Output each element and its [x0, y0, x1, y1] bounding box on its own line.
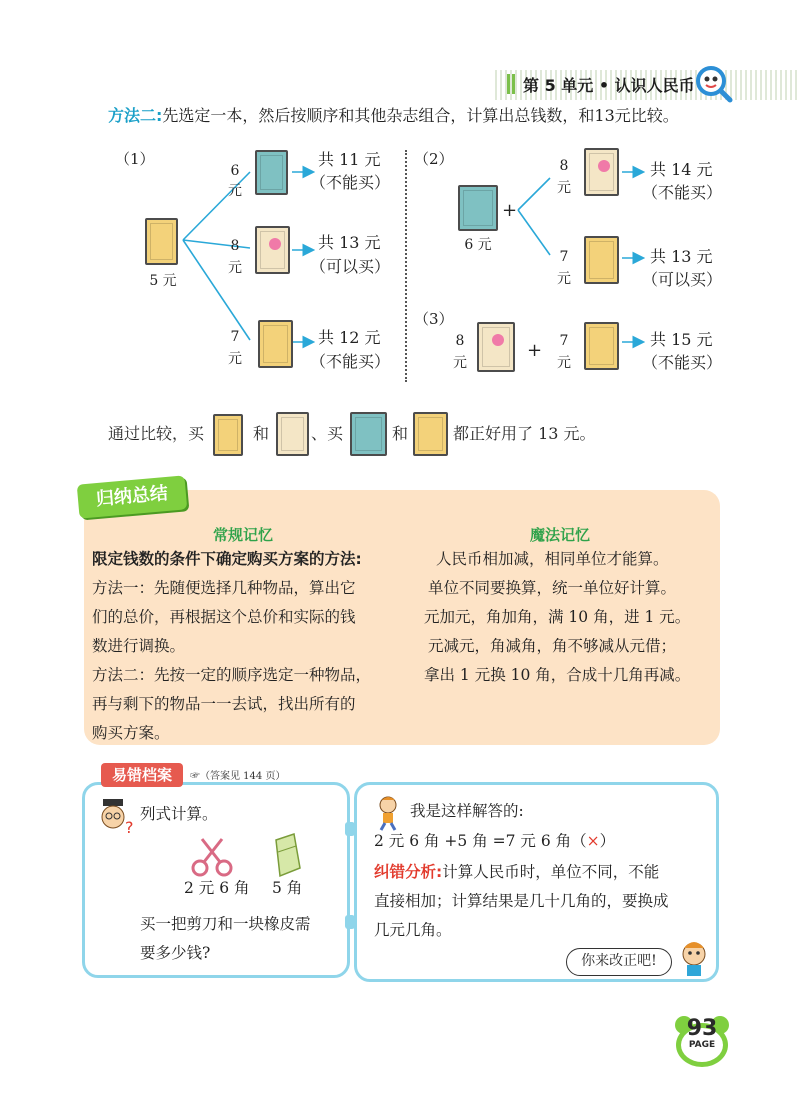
- analysis-line: 直接相加；计算结果是几十几角的，要换成: [374, 892, 669, 910]
- branch-3-price-unit: 元: [228, 351, 242, 367]
- book-youxi-3: [584, 322, 619, 370]
- method-two-text: 先选定一本，然后按顺序和其他杂志组合，计算出总钱数，和13元比较。: [162, 106, 679, 125]
- book-manhua: [255, 150, 288, 195]
- analysis-label: 纠错分析:: [374, 863, 443, 881]
- scissors-icon: [188, 836, 238, 878]
- summary-left-line: 数进行调换。: [92, 637, 186, 655]
- book-kexue-3: [477, 322, 515, 372]
- part-3-a-num: 8: [455, 333, 465, 349]
- summary-left-line: 方法二：先按一定的顺序选定一种物品，: [92, 666, 372, 684]
- summary-right-line: 拿出 1 元换 10 角，合成十几角再减。: [424, 666, 691, 684]
- analysis-block: [374, 858, 714, 945]
- part-2-index: （2）: [414, 150, 454, 168]
- comparison-prefix: 通过比较，买: [108, 424, 205, 443]
- fix-it-bubble: 你来改正吧!: [566, 948, 672, 976]
- mascot-icon: [676, 938, 712, 978]
- part-2-plus: +: [502, 200, 518, 221]
- magic-memory-title: 魔法记忆: [530, 526, 591, 544]
- book-youxi: [258, 320, 293, 368]
- svg-text:?: ?: [125, 818, 134, 837]
- summary-left-line: 购买方案。: [92, 724, 170, 742]
- branch-1-price-unit: 元: [228, 183, 242, 199]
- comparison-mid: 、买: [311, 424, 344, 443]
- eraser-icon: [268, 832, 304, 878]
- part-3-b-num: 7: [559, 333, 569, 349]
- answer-intro: 我是这样解答的:: [410, 802, 524, 820]
- part-2-branch-1-result: （不能买）: [642, 183, 723, 202]
- question-text: [140, 910, 345, 968]
- branch-2-result: （可以买）: [310, 257, 391, 276]
- part-2-branch-2-unit: 元: [557, 271, 571, 287]
- part-2-branch-2-result: （可以买）: [642, 270, 723, 289]
- part-2-branch-1-total: 共 14 元: [650, 160, 713, 179]
- balloon-icon: [596, 158, 612, 174]
- regular-memory-text: [92, 545, 414, 748]
- cmp-book-youxi: [413, 412, 448, 456]
- summary-right-line: 单位不同要换算，统一单位好计算。: [428, 579, 677, 597]
- branch-3-result: （不能买）: [310, 352, 391, 371]
- error-answer-reference: ☞（答案见 144 页）: [190, 771, 286, 782]
- part-2-branch-1-unit: 元: [557, 180, 571, 196]
- confused-student-icon: [97, 797, 137, 837]
- branch-3-total: 共 12 元: [318, 328, 381, 347]
- part-2-branch-1-num: 8: [559, 158, 569, 174]
- summary-tag: 归纳总结: [77, 475, 188, 518]
- page-number: 93: [686, 1016, 718, 1041]
- branch-1-result: （不能买）: [310, 173, 391, 192]
- book-kexue-2: [584, 148, 619, 196]
- question-title: 列式计算。: [140, 805, 218, 823]
- analysis-line: 几元几角。: [374, 921, 452, 939]
- comparison-and-2: 和: [392, 424, 409, 443]
- summary-right-line: 人民币相加减，相同单位才能算。: [436, 550, 669, 568]
- card-link-top: [345, 822, 355, 836]
- part-2-branch-2-num: 7: [559, 249, 569, 265]
- wrong-mark-icon: ×: [586, 832, 600, 850]
- part-3-index: （3）: [414, 310, 454, 328]
- answer-close: ）: [599, 832, 616, 850]
- answer-line: [374, 827, 615, 856]
- branch-3-price-num: 7: [230, 329, 240, 345]
- part-1-base-price: 5 元: [149, 273, 177, 289]
- branch-1-total: 共 11 元: [318, 150, 381, 169]
- summary-left-line: 方法一：先随便选择几种物品，算出它: [92, 579, 356, 597]
- method-two-label: 方法二:: [108, 106, 163, 125]
- cmp-book-xiaoxuesheng: [213, 414, 243, 456]
- question-line: 买一把剪刀和一块橡皮需: [140, 915, 311, 933]
- part-3-result: （不能买）: [642, 353, 723, 372]
- part-1-index: （1）: [115, 150, 155, 168]
- book-xiaoxuesheng: [145, 218, 178, 265]
- book-manhua-2: [458, 185, 498, 231]
- part-2-base-price: 6 元: [464, 237, 492, 253]
- section-divider: [405, 150, 407, 382]
- card-link-bottom: [345, 915, 355, 929]
- cmp-book-manhua: [350, 412, 387, 456]
- summary-right-line: 元减元，角减角，角不够减从元借；: [428, 637, 677, 655]
- branch-2-total: 共 13 元: [318, 233, 381, 252]
- answer-formula: 2 元 6 角 +5 角 =7 元 6 角（: [374, 832, 587, 850]
- branch-2-price-num: 8: [230, 238, 240, 254]
- question-line: 要多少钱?: [140, 944, 211, 962]
- summary-left-heading: 限定钱数的条件下确定购买方案的方法:: [92, 550, 362, 568]
- book-kexue: [255, 226, 290, 274]
- error-archive-tag: 易错档案: [101, 763, 183, 787]
- balloon-icon: [267, 236, 283, 252]
- summary-right-line: 元加元，角加角，满 10 角，进 1 元。: [424, 608, 691, 626]
- comparison-suffix: 都正好用了 13 元。: [453, 424, 596, 443]
- part-3-plus: +: [527, 340, 543, 361]
- cmp-book-kexue: [276, 412, 309, 456]
- summary-left-line: 们的总价，再根据这个总价和实际的钱: [92, 608, 356, 626]
- scissors-price: 2 元 6 角: [184, 879, 250, 897]
- running-boy-icon: [373, 795, 403, 831]
- eraser-price: 5 角: [272, 879, 303, 897]
- comparison-and-1: 和: [253, 424, 270, 443]
- part-2-branch-2-total: 共 13 元: [650, 247, 713, 266]
- part-3-total: 共 15 元: [650, 330, 713, 349]
- branch-2-price-unit: 元: [228, 260, 242, 276]
- part-3-b-unit: 元: [557, 355, 571, 371]
- book-youxi-2: [584, 236, 619, 284]
- magic-memory-text: [424, 545, 719, 690]
- analysis-line: 计算人民币时，单位不同，不能: [442, 863, 660, 881]
- branch-1-price-num: 6: [230, 163, 240, 179]
- page-label: PAGE: [688, 1040, 716, 1050]
- regular-memory-title: 常规记忆: [213, 526, 274, 544]
- unit-title: 第 5 单元 • 认识人民币: [523, 76, 695, 95]
- summary-left-line: 再与剩下的物品一一去试，找出所有的: [92, 695, 356, 713]
- balloon-icon: [490, 332, 506, 348]
- part-3-a-unit: 元: [453, 355, 467, 371]
